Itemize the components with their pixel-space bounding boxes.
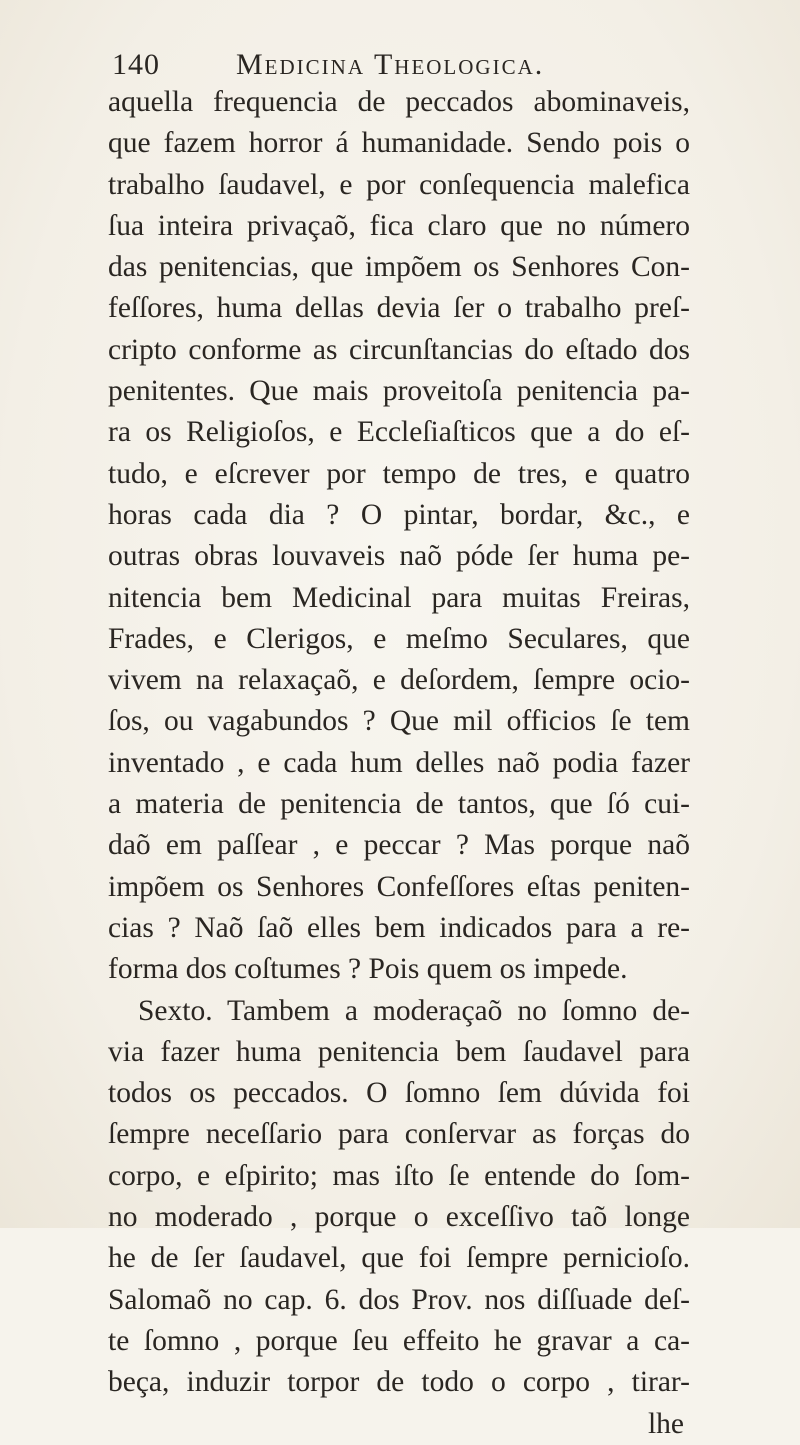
text-line: Salomaõ no cap. 6. dos Prov. nos diſſuade deſ- <box>108 1283 690 1316</box>
text-line: inventado , e cada hum delles naõ podia fazer <box>108 746 690 779</box>
text-line: aquella frequencia de peccados abominaveis, <box>108 86 690 118</box>
text-line: todos os peccados. O ſomno ſem dúvida foi <box>108 1077 690 1110</box>
text-line: ſos, ou vagabundos ? Que mil officios ſe tem <box>108 705 690 738</box>
body-text <box>108 82 690 1445</box>
page-number: 140 <box>112 48 160 81</box>
text-line: penitentes. Que mais proveitoſa penitencia pa- <box>108 375 690 408</box>
text-line: Frades, e Clerigos, e meſmo Seculares, que <box>108 622 690 655</box>
text-line: cripto conforme as circunſtancias do eſtado dos <box>108 333 690 366</box>
text-line: ſua inteira privaçaõ, fica claro que no número <box>108 209 690 242</box>
text-line: no moderado , porque o exceſſivo taõ longe <box>108 1201 690 1234</box>
text-line: tudo, e eſcrever por tempo de tres, e quatro <box>108 457 690 490</box>
text-line: via fazer huma penitencia bem ſaudavel para <box>108 1035 690 1068</box>
text-line: impõem os Senhores Confeſſores eſtas peniten- <box>108 870 690 903</box>
text-line: feſſores, huma dellas devia ſer o trabalho preſ- <box>108 292 690 325</box>
text-line: que fazem horror á humanidade. Sendo pois o <box>108 127 690 160</box>
text-line: vivem na relaxaçaõ, e deſordem, ſempre ocio- <box>108 664 690 697</box>
text-line: daõ em paſſear , e peccar ? Mas porque naõ <box>108 829 690 862</box>
catchword: lhe <box>647 1407 684 1440</box>
text-line: outras obras louvaveis naõ póde ſer huma pe- <box>108 540 690 573</box>
text-line: corpo, e eſpirito; mas iſto ſe entende do ſom- <box>108 1159 690 1192</box>
text-line: nitencia bem Medicinal para muitas Freiras, <box>108 581 690 614</box>
running-head: Medicina Theologica. <box>236 48 545 81</box>
text-line: ra os Religioſos, e Eccleſiaſticos que a do eſ- <box>108 416 690 449</box>
text-line: cias ? Naõ ſaõ elles bem indicados para a re- <box>108 911 690 944</box>
text-line: a materia de penitencia de tantos, que ſó cui- <box>108 788 690 821</box>
text-line: trabalho ſaudavel, e por conſequencia malefica <box>108 168 690 201</box>
text-line: ſempre neceſſario para conſervar as forças do <box>108 1118 690 1151</box>
text-line: beça, induzir torpor de todo o corpo , tirar- <box>108 1366 690 1399</box>
text-line: forma dos coſtumes ? Pois quem os impede. <box>108 953 628 986</box>
text-line: he de ſer ſaudavel, que foi ſempre pernicioſo. <box>108 1242 690 1275</box>
text-line: te ſomno , porque ſeu effeito he gravar a ca- <box>108 1324 690 1357</box>
page-header <box>112 44 672 84</box>
text-line: horas cada dia ? O pintar, bordar, &c., e <box>108 498 690 531</box>
paragraph-start-line: Sexto. Tambem a moderaçaõ no ſomno de- <box>138 994 690 1027</box>
text-line: das penitencias, que impõem os Senhores Con- <box>108 251 690 284</box>
